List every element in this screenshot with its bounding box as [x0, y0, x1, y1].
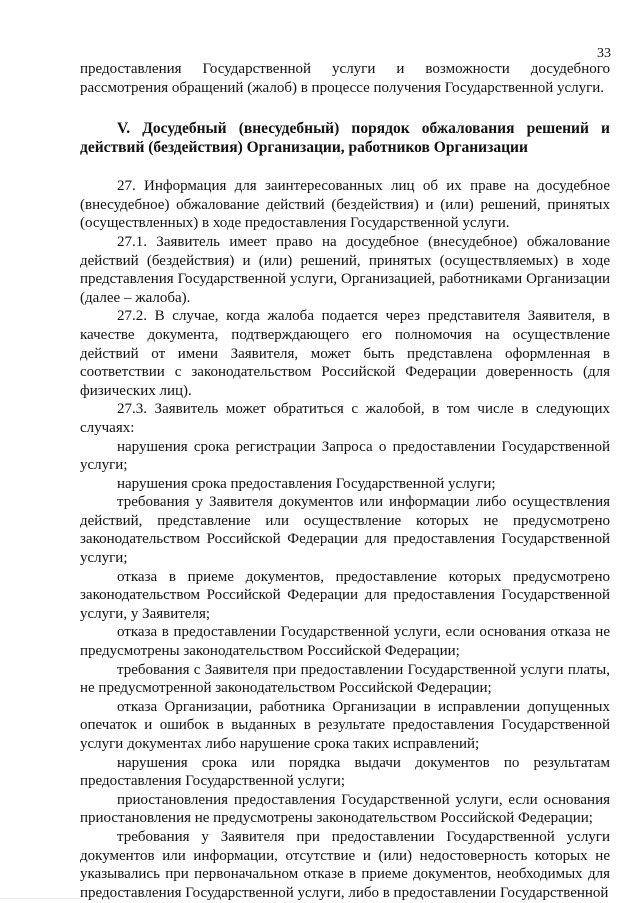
list-item-extra-documents: требования у Заявителя документов или информации либо осуществления действий, представление или осуществление которых не предусмотрено законодательством Российской Федерации для предоставления Государственной услуги; [80, 494, 610, 567]
list-item-fee-requirement: требования с Заявителя при предоставлении Государственной услуги платы, не предусмотренной законодательством Российской Федерации; [80, 661, 610, 697]
page-number: 33 [597, 46, 611, 61]
list-item-correction-refusal: отказа Организации, работника Организации в исправлении допущенных опечаток и ошибок в выданных в результате предоставления Государственной услуги документах либо нарушение срока таких исправлений; [80, 698, 610, 752]
section-heading-text: V. Досудебный (внесудебный) порядок обжалования решений и действий (бездействия) Организации, работников Организации [80, 120, 610, 157]
list-item-suspension: приостановления предоставления Государственной услуги, если основания приостановления не предусмотрены законодательством Российской Федерации; [80, 791, 610, 827]
intro-paragraph: предоставления Государственной услуги и возможности досудебного рассмотрения обращений (жалоб) в процессе получения Государственной услуги. [80, 61, 610, 96]
paragraph-27-3: 27.3. Заявитель может обратиться с жалобой, в том числе в следующих случаях: [80, 401, 610, 436]
paragraph-27: 27. Информация для заинтересованных лиц об их праве на досудебное (внесудебное) обжалование действий (бездействия) и (или) решений, принятых (осуществленных) в ходе предоставления Государственной услуги. [80, 178, 610, 232]
page-content [80, 60, 610, 902]
list-item-document-refusal: отказа в приеме документов, предоставление которых предусмотрено законодательством Российской Федерации для предоставления Государственной услуги, у Заявителя; [80, 568, 610, 622]
list-item-issuance-violation: нарушения срока или порядка выдачи документов по результатам предоставления Государственной услуги; [80, 754, 610, 790]
list-item-service-deadline: нарушения срока предоставления Государственной услуги; [117, 475, 496, 492]
list-item-registration-deadline: нарушения срока регистрации Запроса о предоставлении Государственной услуги; [80, 438, 610, 474]
paragraph-27-1: 27.1. Заявитель имеет право на досудебное (внесудебное) обжалование действий (бездействия) и (или) решений, принятых (осуществляемых) в ходе представления Государственной услуги, Организацией, работниками Организации (далее – жалоба). [80, 233, 610, 306]
list-item-missing-information: требования у Заявителя при предоставлении Государственной услуги документов или информации, отсутствие и (или) недостоверность которых не указывались при первоначальном отказе в приеме документов, необходимых для предоставления Государственной услуги, либо в предоставлении Государственной [80, 828, 610, 901]
section-heading [80, 119, 610, 157]
paragraph-27-2: 27.2. В случае, когда жалоба подается через представителя Заявителя, в качестве документа, подтверждающего его полномочия на осуществление действий от имени Заявителя, может быть представлена оформленная в соответствии с законодательством Российской Федерации доверенность (для физических лиц). [80, 308, 610, 399]
scan-edge-mark [0, 898, 80, 899]
list-item-service-refusal: отказа в предоставлении Государственной услуги, если основания отказа не предусмотрены законодательством Российской Федерации; [80, 624, 610, 660]
